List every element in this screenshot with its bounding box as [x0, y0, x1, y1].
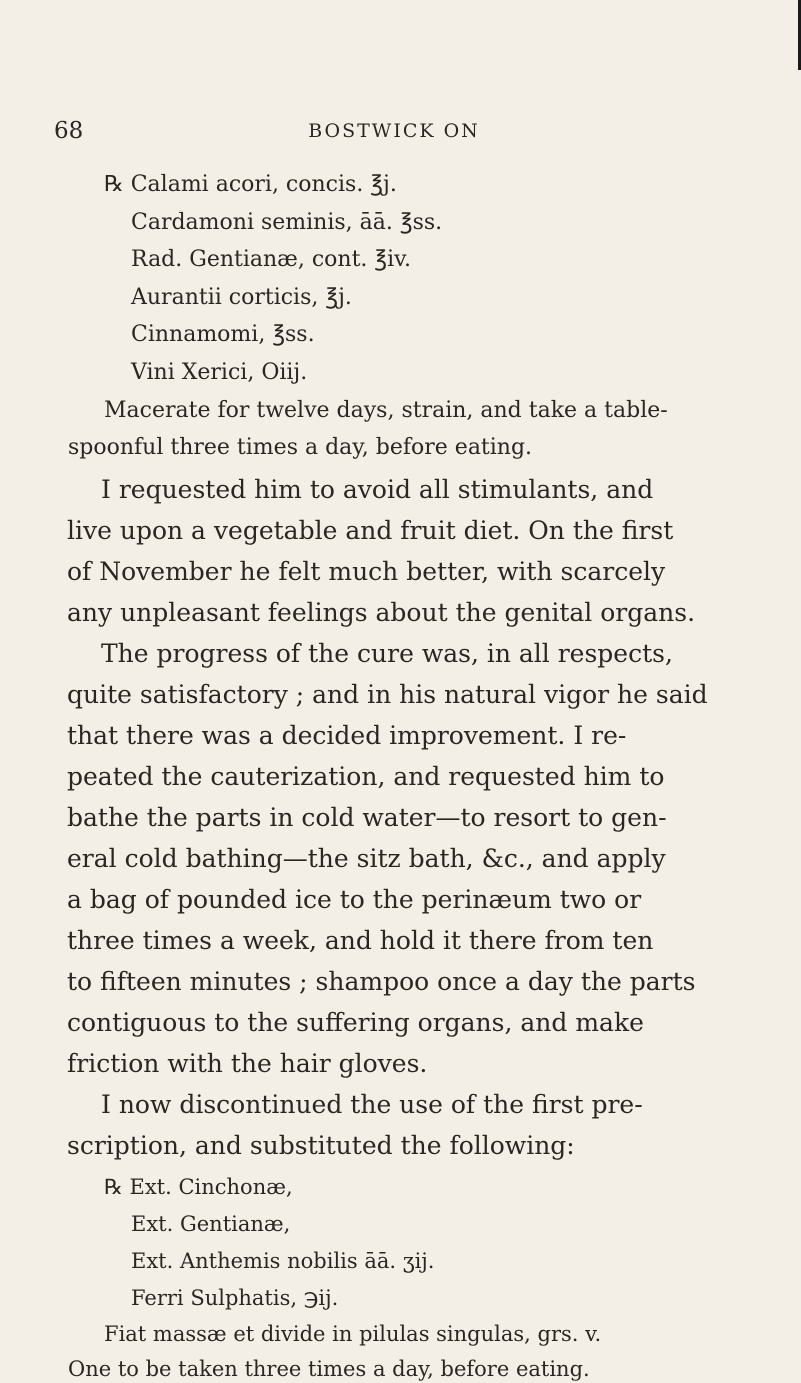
text-line: live upon a vegetable and fruit diet. On the first	[67, 516, 674, 545]
prescription-line: Fiat massæ et divide in pilulas singulas, grs. v.	[104, 1322, 602, 1346]
text-line: any unpleasant feelings about the genital organs.	[67, 598, 696, 627]
text-line: peated the cauterization, and requested him to	[67, 762, 665, 791]
text-line: that there was a decided improvement. I re-	[67, 721, 627, 750]
text-line: eral cold bathing—the sitz bath, &c., and apply	[67, 844, 666, 873]
prescription-line: Aurantii corticis, ℥j.	[131, 285, 352, 310]
text-line: I requested him to avoid all stimulants, and	[101, 475, 654, 504]
prescription-line: Cardamoni seminis, āā. ℥ss.	[131, 210, 443, 235]
prescription-line: Vini Xerici, Oiij.	[131, 360, 308, 385]
prescription-line: spoonful three times a day, before eating.	[68, 435, 533, 460]
text-line: three times a week, and hold it there from ten	[67, 926, 654, 955]
prescription-line: Cinnamomi, ℥ss.	[131, 322, 315, 347]
text-line: contiguous to the suffering organs, and make	[67, 1008, 644, 1037]
prescription-line: Macerate for twelve days, strain, and take a table-	[104, 398, 668, 423]
text-line: The progress of the cure was, in all respects,	[101, 639, 673, 668]
text-line: bathe the parts in cold water—to resort to gen-	[67, 803, 667, 832]
prescription-line: One to be taken three times a day, before eating.	[68, 1357, 590, 1381]
prescription-line: Rad. Gentianæ, cont. ℥iv.	[131, 247, 411, 272]
prescription-line: Ext. Gentianæ,	[131, 1212, 291, 1236]
page-number: 68	[54, 118, 84, 144]
prescription-line: ℞ Calami acori, concis. ℥j.	[104, 172, 397, 197]
text-line: I now discontinued the use of the first pre-	[101, 1090, 643, 1119]
text-line: quite satisfactory ; and in his natural vigor he said	[67, 680, 708, 709]
text-line: to fifteen minutes ; shampoo once a day the parts	[67, 967, 696, 996]
text-line: a bag of pounded ice to the perinæum two or	[67, 885, 642, 914]
text-line: of November he felt much better, with scarcely	[67, 557, 666, 586]
text-line: friction with the hair gloves.	[67, 1049, 428, 1078]
text-line: scription, and substituted the following:	[67, 1131, 575, 1160]
prescription-line: Ferri Sulphatis, ℈ij.	[131, 1286, 339, 1310]
page-header	[54, 118, 734, 148]
running-head: BOSTWICK ON	[308, 120, 480, 142]
prescription-line: Ext. Anthemis nobilis āā. ʒij.	[131, 1249, 435, 1273]
prescription-line: ℞ Ext. Cinchonæ,	[104, 1175, 293, 1199]
